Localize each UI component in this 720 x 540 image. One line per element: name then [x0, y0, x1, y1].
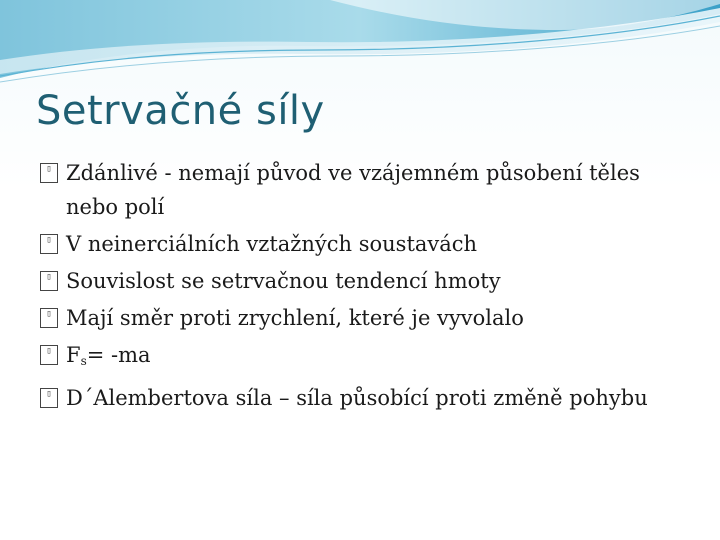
missing-glyph-bullet-icon: ▯ — [40, 345, 58, 365]
bullet-item — [36, 301, 696, 335]
bullet-text: V neinerciálních vztažných soustavách — [66, 232, 478, 256]
bullet-item — [36, 338, 696, 378]
bullet-text: D´Alembertova síla – síla působící proti změně pohybu — [66, 386, 648, 410]
bullet-item — [36, 227, 696, 261]
missing-glyph-bullet-icon: ▯ — [40, 234, 58, 254]
bullet-text: Mají směr proti zrychlení, které je vyvolalo — [66, 306, 524, 330]
bullet-item — [36, 264, 696, 298]
formula-rest: = -ma — [86, 343, 151, 367]
formula-subscript: s — [80, 354, 87, 368]
bullet-text: Souvislost se setrvačnou tendencí hmoty — [66, 269, 501, 293]
missing-glyph-bullet-icon: ▯ — [40, 271, 58, 291]
formula-f: F — [66, 343, 81, 367]
missing-glyph-bullet-icon: ▯ — [40, 308, 58, 328]
bullet-item — [36, 156, 696, 224]
missing-glyph-bullet-icon: ▯ — [40, 388, 58, 408]
header-wave-decoration — [0, 0, 720, 90]
bullet-list — [36, 156, 696, 418]
missing-glyph-bullet-icon: ▯ — [40, 163, 58, 183]
bullet-item — [36, 381, 696, 415]
bullet-text: Zdánlivé - nemají původ ve vzájemném působení těles nebo polí — [66, 161, 640, 219]
slide-title: Setrvačné síly — [36, 88, 325, 134]
